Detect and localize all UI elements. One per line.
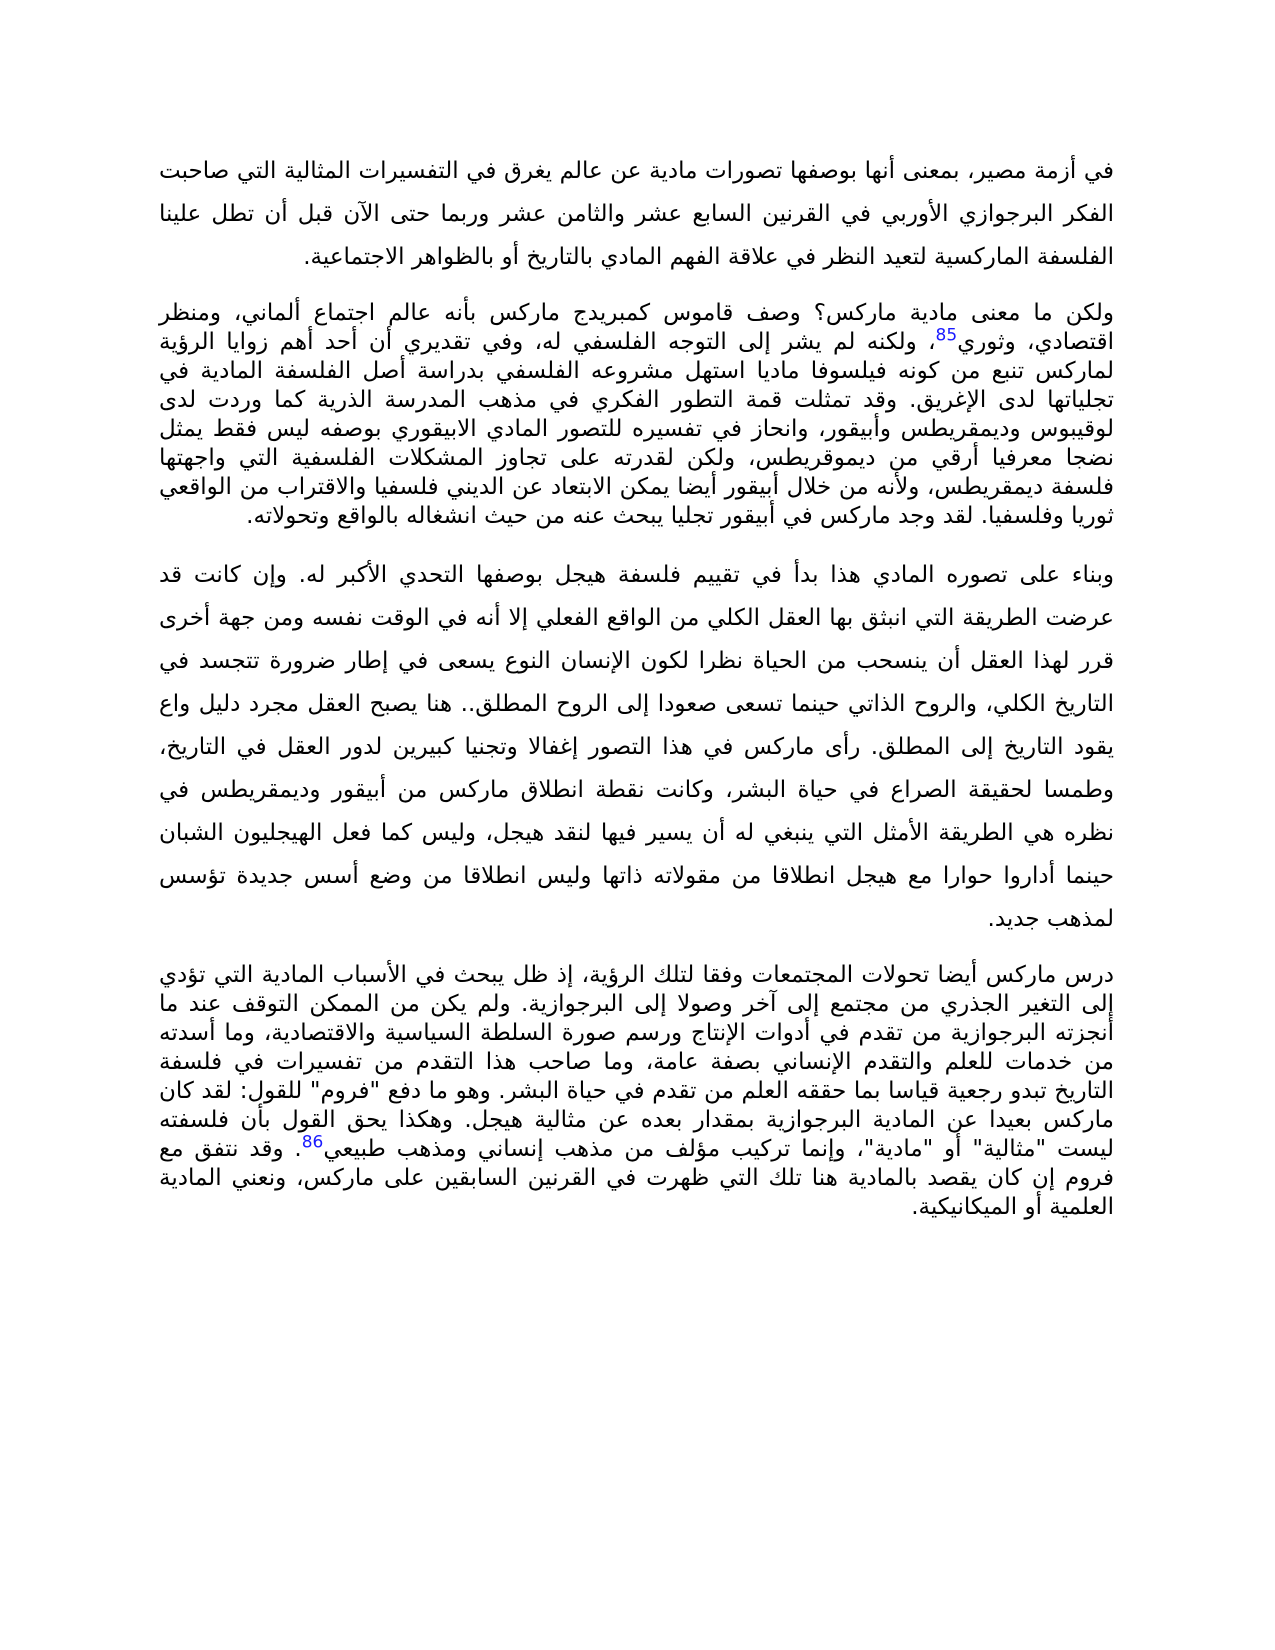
paragraph-2	[159, 299, 1114, 531]
paragraph-2-text-a: ولكن ما معنى مادية ماركس؟ وصف قاموس كمبريدج ماركس بأنه عالم اجتماع ألماني، ومنظر اقتصادي، وثوري	[159, 300, 1114, 355]
paragraph-2-text-b: ، ولكنه لم يشر إلى التوجه الفلسفي له، وفي تقديري أن أحد أهم زوايا الرؤية لماركس تنبع من كونه فيلسوفا ماديا استهل مشروعه الفلسفي بدراسة أصل الفلسفة المادية في تجلياتها لدى الإغريق. وقد تمثلت قمة التطور الفكري في مذهب المدرسة الذرية كما وردت لدى لوقيبوس وديمقريطس وأبيقور، وانحاز في تفسيره للتصور المادي الابيقوري بوصفه ليس فقط يمثل نضجا معرفيا أرقي من ديموقريطس، ولكن لقدرته على تجاوز المشكلات الفلسفية التي واجهتها فلسفة ديمقريطس، ولأنه من خلال أبيقور أيضا يمكن الابتعاد عن الديني فلسفيا والاقتراب من الواقعي ثوريا وفلسفيا. لقد وجد ماركس في أبيقور تجليا يبحث عنه من حيث انشغاله بالواقع وتحولاته.	[159, 329, 1114, 529]
footnote-ref-85[interactable]: 85	[935, 325, 958, 346]
document-page	[159, 150, 1114, 1222]
paragraph-3: وبناء على تصوره المادي هذا بدأ في تقييم فلسفة هيجل بوصفها التحدي الأكبر له. وإن كانت قد عرضت الطريقة التي انبثق بها العقل الكلي من الواقع الفعلي إلا أنه في الوقت نفسه ومن جهة أخرى قرر لهذا العقل أن ينسحب من الحياة نظرا لكون الإنسان النوع يسعى في إطار ضرورة تتجسد في التاريخ الكلي، والروح الذاتي حينما تسعى صعودا إلى الروح المطلق.. هنا يصبح العقل مجرد دليل واع يقود التاريخ إلى المطلق. رأى ماركس في هذا التصور إغفالا وتجنيا كبيرين لدور العقل في التاريخ، وطمسا لحقيقة الصراع في حياة البشر، وكانت نقطة انطلاق ماركس من أبيقور وديمقريطس في نظره هي الطريقة الأمثل التي ينبغي له أن يسير فيها لنقد هيجل، وليس كما فعل الهيجليون الشبان حينما أداروا حوارا مع هيجل انطلاقا من مقولاته ذاتها وليس انطلاقا من وضع أسس جديدة تؤسس لمذهب جديد.	[159, 562, 1114, 932]
paragraph-4	[159, 961, 1114, 1222]
paragraph-4-text-a: درس ماركس أيضا تحولات المجتمعات وفقا لتلك الرؤية، إذ ظل يبحث في الأسباب المادية التي تؤدي إلى التغير الجذري من مجتمع إلى آخر وصولا إلى البرجوازية. ولم يكن من الممكن التوقف عند ما أنجزته البرجوازية من تقدم في أدوات الإنتاج ورسم صورة السلطة السياسية والاقتصادية، وما أسدته من خدمات للعلم والتقدم الإنساني بصفة عامة، وما صاحب هذا التقدم من تفسيرات في فلسفة التاريخ تبدو رجعية قياسا بما حققه العلم من تقدم في حياة البشر. وهو ما دفع "فروم" للقول: لقد كان ماركس بعيدا عن المادية البرجوازية بمقدار بعده عن مثالية هيجل. وهكذا يحق القول بأن فلسفته ليست "مثالية" أو "مادية"، وإنما تركيب مؤلف من مذهب إنساني ومذهب طبيعي	[159, 962, 1114, 1162]
footnote-ref-86[interactable]: 86	[301, 1132, 324, 1153]
paragraph-1: في أزمة مصير، بمعنى أنها بوصفها تصورات مادية عن عالم يغرق في التفسيرات المثالية التي صاحبت الفكر البرجوازي الأوربي في القرنين السابع عشر والثامن عشر وربما حتى الآن قبل أن تطل علينا الفلسفة الماركسية لتعيد النظر في علاقة الفهم المادي بالتاريخ أو بالظواهر الاجتماعية.	[159, 158, 1114, 270]
paragraph-4-text-b: . وقد نتفق مع فروم إن كان يقصد بالمادية هنا تلك التي ظهرت في القرنين السابقين على ماركس، ونعني المادية العلمية أو الميكانيكية.	[159, 1136, 1114, 1220]
